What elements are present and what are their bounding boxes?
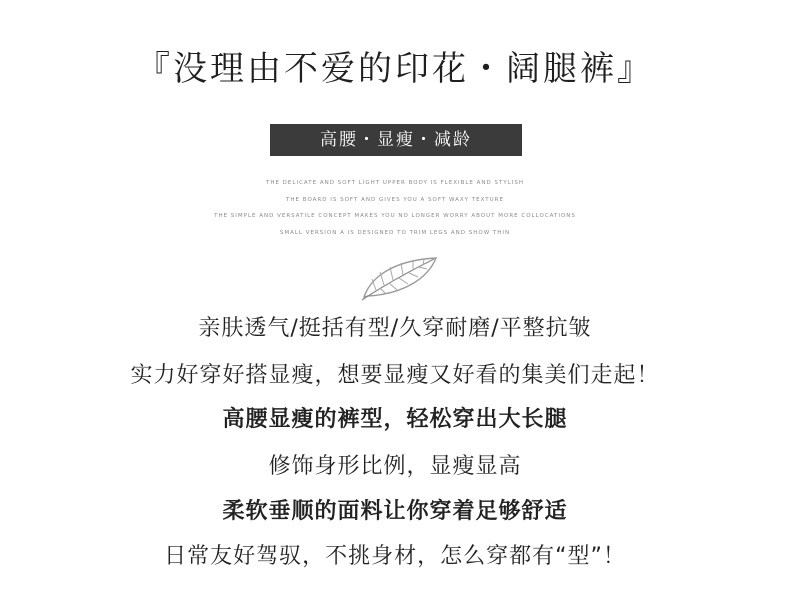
leaf-icon bbox=[358, 252, 442, 302]
feature-line: 亲肤透气/挺括有型/久穿耐磨/平整抗皱 bbox=[198, 316, 592, 341]
page-title: 『没理由不爱的印花・阔腿裤』 bbox=[136, 49, 654, 89]
feature-line-bold: 柔软垂顺的面料让你穿着足够舒适 bbox=[222, 499, 568, 524]
feature-line: 修饰身形比例，显瘦显高 bbox=[268, 454, 522, 479]
feature-line: 实力好穿好搭显瘦，想要显瘦又好看的集美们走起！ bbox=[130, 363, 660, 388]
english-description-line: THE SIMPLE AND VERSATILE CONCEPT MAKES YOU NO LONGER WORRY ABOUT MORE COLLOCATIONS bbox=[214, 213, 576, 219]
feature-banner: 高腰・显瘦・减龄 bbox=[270, 124, 522, 156]
english-description-line: THE DELICATE AND SOFT LIGHT UPPER BODY IS FLEXIBLE AND STYLISH bbox=[265, 180, 525, 186]
feature-line-bold: 高腰显瘦的裤型，轻松穿出大长腿 bbox=[222, 407, 568, 432]
feature-line: 日常友好驾驭，不挑身材，怎么穿都有“型”！ bbox=[164, 544, 626, 569]
english-description-line: THE BOARD IS SOFT AND GIVES YOU A SOFT WAXY TEXTURE bbox=[286, 197, 504, 203]
english-description-line: SMALL VERSION A IS DESIGNED TO TRIM LEGS AND SHOW THIN bbox=[279, 230, 511, 236]
